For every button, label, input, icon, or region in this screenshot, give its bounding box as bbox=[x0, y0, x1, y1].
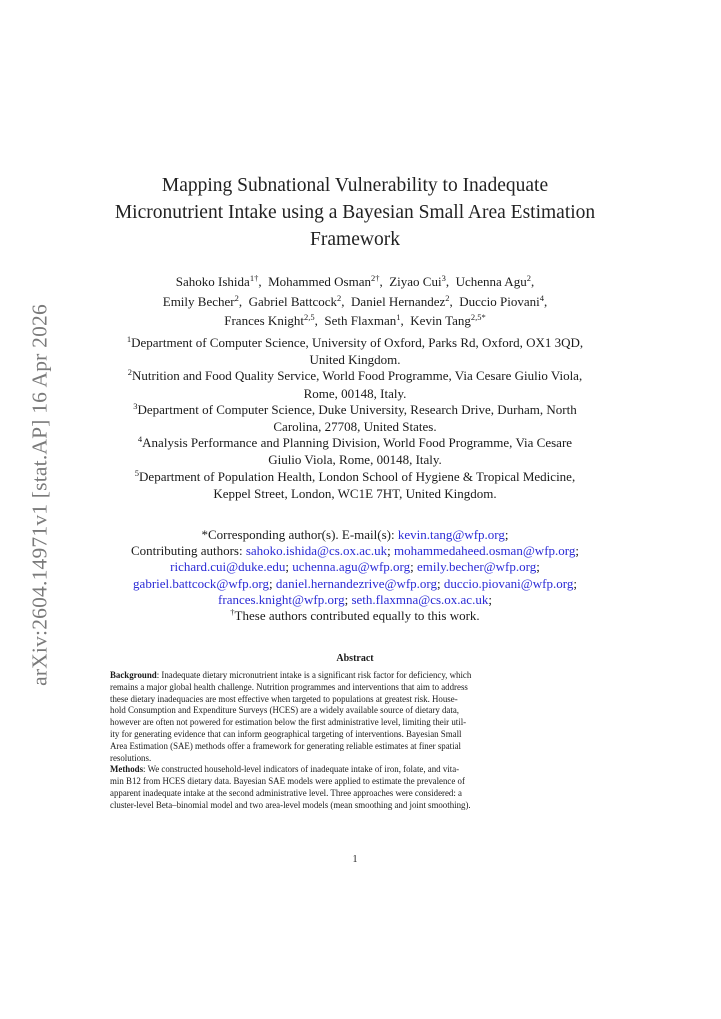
email-link[interactable]: mohammedaheed.osman@wfp.org bbox=[393, 543, 576, 559]
author-affil-mark: 2 bbox=[445, 292, 450, 303]
abstract-line: hold Consumption and Expenditure Surveys (HCES) are a widely available source of dietary data, bbox=[110, 705, 459, 716]
email-link[interactable]: gabriel.battcock@wfp.org bbox=[133, 575, 269, 591]
author-name: Gabriel Battcock bbox=[248, 293, 338, 309]
author-affil-mark: 2 bbox=[337, 292, 342, 303]
author-name: Uchenna Agu bbox=[455, 274, 527, 289]
email-link[interactable]: emily.becher@wfp.org bbox=[417, 559, 537, 575]
section-label-methods: Methods bbox=[110, 764, 144, 775]
author-name: Seth Flaxman bbox=[324, 313, 397, 328]
abstract-heading: Abstract bbox=[336, 653, 374, 664]
contributors-line: Contributing authors: sahoko.ishida@cs.ox.ac.uk; mohammedaheed.osman@wfp.org; bbox=[131, 543, 579, 559]
affiliation-line: Rome, 00148, Italy. bbox=[303, 385, 407, 401]
title-line: Mapping Subnational Vulnerability to Inadequate bbox=[161, 175, 549, 196]
author-affil-mark: 2† bbox=[370, 273, 380, 283]
email-link[interactable]: frances.knight@wfp.org bbox=[218, 591, 345, 607]
abstract-line: resolutions. bbox=[110, 752, 152, 763]
abstract-text: : We constructed household-level indicators of inadequate intake of iron, folate, and vita- bbox=[143, 764, 460, 775]
abstract-text: : Inadequate dietary micronutrient intake is a significant risk factor for deficiency, which bbox=[156, 670, 472, 680]
correspondence-line: *Corresponding author(s). E-mail(s): kevin.tang@wfp.org; bbox=[201, 527, 509, 542]
title-line: Micronutrient Intake using a Bayesian Small Area Estimation bbox=[114, 202, 596, 223]
affiliation-text: Department of Population Health, London School of Hygiene & Tropical Medicine, bbox=[139, 468, 576, 484]
contributors-line: frances.knight@wfp.org; seth.flaxmna@cs.ox.ac.uk; bbox=[218, 591, 492, 607]
arxiv-stamp-text: arXiv:2604.14971v1 [stat.AP] 16 Apr 2026 bbox=[27, 304, 52, 686]
affiliation-number: 1 bbox=[126, 334, 132, 344]
abstract-line: min B12 from HCES dietary data. Bayesian SAE models were applied to estimate the prevalence of bbox=[110, 776, 465, 787]
abstract-line: these dietary inadequacies are most effective when targeted to populations at greatest risk. House- bbox=[110, 693, 458, 704]
email-link[interactable]: sahoko.ishida@cs.ox.ac.uk bbox=[245, 543, 388, 559]
section-label-background: Background bbox=[110, 670, 157, 680]
affiliation-line bbox=[90, 368, 620, 385]
affiliation-line bbox=[90, 435, 620, 452]
abstract-line: apparent inadequate intake at the second administrative level. Three approaches were considered: a bbox=[110, 787, 462, 798]
author-affil-mark: 2,5* bbox=[470, 312, 486, 322]
author-name: Ziyao Cui bbox=[389, 274, 442, 289]
abstract-line: ity for generating evidence that can inform geographical targeting of interventions. Bayesian Small bbox=[110, 728, 462, 739]
author-affil-mark: 2 bbox=[526, 273, 531, 283]
affiliation-text: Department of Computer Science, Duke University, Research Drive, Durham, North bbox=[137, 401, 577, 417]
affiliation-line bbox=[90, 469, 620, 486]
author-affil-mark: 1† bbox=[249, 273, 259, 283]
author-list bbox=[90, 273, 620, 332]
abstract-line bbox=[110, 670, 600, 682]
affiliation-number: 5 bbox=[134, 467, 140, 478]
title-line: Framework bbox=[310, 229, 400, 250]
dagger-mark: † bbox=[230, 607, 235, 618]
author-line: Frances Knight$^{2,5}$, Seth Flaxman$^1$, Kevin Tang$^{2,5*}$ bbox=[224, 312, 486, 328]
email-link[interactable]: seth.flaxmna@cs.ox.ac.uk bbox=[351, 591, 489, 607]
author-name: Sahoko Ishida bbox=[175, 274, 250, 289]
author-line: Sahoko Ishida$^{1\dagger}$, Mohammed Osman$^{2\dagger}$, Ziyao Cui$^3$, Uchenna Agu$^2$, bbox=[175, 273, 535, 289]
contributors-label: Contributing authors: bbox=[131, 543, 246, 559]
affiliation-number: 2 bbox=[127, 367, 133, 378]
author-name: Emily Becher bbox=[162, 293, 235, 309]
affiliation-text: Analysis Performance and Planning Division, World Food Programme, Via Cesare bbox=[142, 435, 573, 451]
affiliation-line bbox=[90, 335, 620, 352]
author-affil-mark: 2,5 bbox=[304, 312, 315, 322]
email-link[interactable]: daniel.hernandezrive@wfp.org bbox=[275, 575, 438, 591]
email-link[interactable]: uchenna.agu@wfp.org bbox=[292, 559, 411, 575]
contributors-line: richard.cui@duke.edu; uchenna.agu@wfp.org; emily.becher@wfp.org; bbox=[170, 559, 540, 575]
email-link[interactable]: duccio.piovani@wfp.org bbox=[443, 575, 574, 591]
author-name: Frances Knight bbox=[224, 313, 305, 328]
abstract-line: Area Estimation (SAE) methods offer a framework for generating reliable estimates at finer spatial bbox=[110, 740, 462, 751]
author-affil-mark: 1 bbox=[396, 312, 401, 322]
paper-title bbox=[80, 172, 630, 253]
affiliation-list bbox=[90, 335, 620, 502]
author-name: Mohammed Osman bbox=[268, 274, 371, 289]
email-link[interactable]: richard.cui@duke.edu bbox=[170, 559, 286, 575]
abstract-line: remains a major global health challenge. Nutrition programmes and interventions that aim to address bbox=[110, 681, 468, 692]
contributors-line: gabriel.battcock@wfp.org; daniel.hernandezrive@wfp.org; duccio.piovani@wfp.org; bbox=[133, 575, 577, 591]
abstract-line: cluster-level Beta–binomial model and two area-level models (mean smoothing and joint smoothing). bbox=[110, 799, 471, 810]
affiliation-line: Giulio Viola, Rome, 00148, Italy. bbox=[268, 452, 442, 468]
affiliation-number: 4 bbox=[137, 434, 143, 445]
affiliation-line: Carolina, 27708, United States. bbox=[273, 419, 437, 435]
affiliation-line bbox=[90, 402, 620, 419]
author-line: Emily Becher$^2$, Gabriel Battcock$^2$, Daniel Hernandez$^2$, Duccio Piovani$^4$, bbox=[162, 292, 548, 309]
contact-block bbox=[90, 527, 620, 625]
abstract-line bbox=[110, 764, 600, 776]
author-affil-mark: 4 bbox=[539, 292, 544, 303]
affiliation-line: United Kingdom. bbox=[309, 352, 401, 368]
affiliation-number: 3 bbox=[133, 400, 138, 411]
page-number: 1 bbox=[352, 854, 358, 865]
author-affil-mark: 2 bbox=[234, 292, 239, 303]
author-name: Duccio Piovani bbox=[459, 293, 540, 309]
abstract-line: however are often not powered for estimation below the first administrative level, limiting their util- bbox=[110, 717, 467, 728]
equal-contribution-note bbox=[90, 608, 620, 625]
author-name: Daniel Hernandez bbox=[351, 293, 446, 309]
affiliation-line: Keppel Street, London, WC1E 7HT, United Kingdom. bbox=[213, 485, 497, 501]
author-name: Kevin Tang bbox=[410, 313, 471, 328]
author-affil-mark: 3 bbox=[441, 273, 446, 283]
affiliation-text: Nutrition and Food Quality Service, World Food Programme, Via Cesare Giulio Viola, bbox=[132, 368, 583, 384]
equal-contribution-text: These authors contributed equally to this work. bbox=[234, 608, 480, 624]
abstract-body bbox=[110, 670, 600, 812]
email-link[interactable]: kevin.tang@wfp.org bbox=[397, 527, 505, 542]
correspondence-label: *Corresponding author(s). E-mail(s): bbox=[201, 527, 398, 542]
arxiv-stamp bbox=[20, 290, 60, 700]
affiliation-text: Department of Computer Science, University of Oxford, Parks Rd, Oxford, OX1 3QD, bbox=[131, 335, 584, 350]
